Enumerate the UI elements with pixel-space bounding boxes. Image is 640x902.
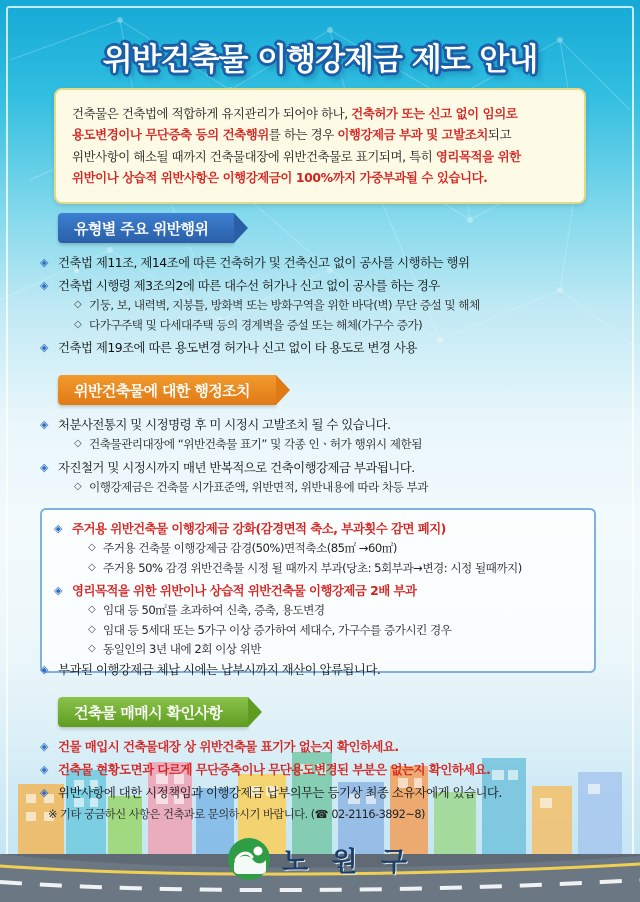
list-item — [40, 338, 602, 357]
diamond-icon: ◈ — [40, 663, 48, 676]
list-item-text: 영리목적을 위한 위반이나 상습적 위반건축물 이행강제금 2배 부과 — [72, 583, 417, 598]
section-admin-actions-footer — [40, 660, 602, 683]
diamond-small-icon: ◇ — [88, 604, 96, 616]
section-header-admin-actions — [58, 375, 276, 405]
section-admin-actions-content — [40, 415, 602, 500]
sub-list-item — [88, 602, 582, 619]
contact-footnote: ※ 기타 궁금하신 사항은 건축과로 문의하시기 바랍니다. (☎ 02-2116-3892~8) — [48, 808, 425, 821]
sub-list-item-text: 건축물관리대장에 “위반건축물 표기” 및 각종 인ㆍ허가 행위시 제한됨 — [89, 437, 422, 452]
intro-line3: 위반사항이 해소될 때까지 건축물대장에 위반건축물로 표기되며, 특히 — [72, 148, 436, 164]
district-name: 노 원 구 — [281, 846, 415, 878]
intro-line1-red: 건축허가 또는 신고 없이 임의로 — [351, 106, 518, 121]
sub-list-item — [74, 436, 602, 453]
diamond-icon: ◈ — [40, 786, 48, 800]
section-violations-content — [40, 253, 602, 361]
sub-list-item-text: 주거용 건축물 이행강제금 감경(50%)면적축소(85㎡ →60㎡) — [103, 541, 397, 556]
intro-line2-red: 용도변경이나 무단증축 등의 건축행위 — [72, 127, 269, 143]
list-item-text: 건축물 현황도면과 다르게 무단증축이나 무단용도변경된 부분은 없는지 확인하세요. — [58, 762, 491, 778]
sub-list-item — [74, 297, 602, 314]
list-item-text: 주거용 위반건축물 이행강제금 강화(감경면적 축소, 부과횟수 감면 폐지) — [72, 521, 446, 536]
diamond-icon: ◈ — [40, 256, 48, 269]
diamond-small-icon: ◇ — [74, 299, 82, 311]
sub-list-item-text: 기둥, 보, 내력벽, 지붕틀, 방화벽 또는 방화구역을 위한 바닥(벽) 무단 증설 및 해체 — [89, 298, 480, 313]
sub-list-item — [88, 540, 582, 557]
diamond-small-icon: ◇ — [74, 318, 82, 330]
sub-list-item-text: 임대 등 50㎡를 초과하여 신축, 증축, 용도변경 — [103, 603, 325, 618]
sub-list-item — [88, 560, 582, 577]
list-item — [40, 760, 602, 779]
diamond-small-icon: ◇ — [74, 480, 82, 492]
sub-list-item — [88, 622, 582, 639]
nowon-logo-icon — [226, 836, 272, 882]
sub-list-item-text: 임대 등 5세대 또는 5가구 이상 증가하여 세대수, 가구수를 증가시킨 경우 — [103, 622, 452, 637]
sub-list-item — [74, 317, 602, 334]
section-header-violations-label: 유형별 주요 위반행위 — [74, 219, 209, 238]
section-purchase-check-content — [40, 737, 602, 807]
diamond-small-icon: ◇ — [88, 643, 96, 654]
diamond-small-icon: ◇ — [88, 623, 96, 635]
diamond-icon: ◈ — [40, 418, 48, 431]
intro-line2-red2: 이행강제금 부과 및 고발조치 — [337, 127, 488, 143]
list-item — [40, 737, 602, 756]
list-item — [40, 783, 602, 802]
diamond-small-icon: ◇ — [88, 542, 96, 554]
list-item-text: 자진철거 및 시정시까지 매년 반복적으로 건축이행강제금 부과됩니다. — [58, 459, 415, 475]
list-item — [54, 519, 582, 577]
list-item — [54, 581, 582, 658]
list-item-text: 건축법 제11조, 제14조에 따른 건축허가 및 건축신고 없이 공사를 시행하는 행위 — [58, 255, 470, 270]
list-item — [40, 415, 602, 454]
diamond-icon: ◈ — [54, 522, 62, 535]
page-title — [0, 34, 640, 79]
sub-list-item-text: 이행강제금은 건축물 시가표준액, 위반면적, 위반내용에 따라 차등 부과 — [89, 479, 428, 494]
section-header-violations — [58, 213, 234, 243]
diamond-icon: ◈ — [40, 763, 48, 777]
diamond-icon: ◈ — [40, 279, 48, 293]
intro-line3-red: 영리목적을 위한 — [435, 148, 521, 164]
section-header-admin-actions-label: 위반건축물에 대한 행정조치 — [74, 381, 250, 400]
diamond-icon: ◈ — [54, 584, 62, 597]
sub-list-item — [88, 641, 582, 658]
list-item-text: 건축법 시행령 제3조의2에 따른 대수선 허가나 신고 없이 공사를 하는 경우 — [58, 278, 440, 294]
list-item — [40, 660, 602, 679]
list-item — [40, 458, 602, 497]
diamond-small-icon: ◇ — [88, 561, 96, 573]
intro-line2c: 되고 — [487, 127, 512, 143]
list-item-text: 처분사전통지 및 시정명령 후 미 시정시 고발조치 될 수 있습니다. — [58, 417, 391, 432]
section-header-purchase-check-label: 건축물 매매시 확인사항 — [74, 703, 223, 722]
intro-box — [54, 88, 586, 204]
list-item — [40, 253, 602, 272]
diamond-icon: ◈ — [40, 740, 48, 753]
list-item-text: 건물 매입시 건축물대장 상 위반건축물 표기가 없는지 확인하세요. — [58, 739, 399, 754]
list-item-text: 부과된 이행강제금 체납 시에는 납부시까지 재산이 압류됩니다. — [58, 662, 381, 677]
intro-line1a: 건축물은 건축법에 적합하게 유지관리가 되어야 하나, — [72, 106, 352, 121]
sub-list-item — [74, 479, 602, 496]
list-item-text: 위반사항에 대한 시정책임과 이행강제금 납부의무는 등기상 최종 소유자에게 있습니다. — [58, 785, 502, 801]
district-logo-block — [0, 836, 640, 882]
intro-line2b: 를 하는 경우 — [268, 127, 338, 143]
list-item — [40, 276, 602, 334]
list-item-text: 건축법 제19조에 따른 용도변경 허가나 신고 없이 타 용도로 변경 사용 — [58, 340, 417, 356]
sub-list-item-text: 동일인의 3년 내에 2회 이상 위반 — [103, 642, 262, 656]
intro-line4-red: 위반이나 상습적 위반사항은 이행강제금이 100%까지 가중부과될 수 있습니다. — [72, 169, 488, 185]
diamond-icon: ◈ — [40, 460, 48, 474]
sub-list-item-text: 주거용 50% 감경 위반건축물 시정 될 때까지 부과(당초: 5회부과→변경: 시정 될때까지) — [103, 560, 522, 575]
diamond-small-icon: ◇ — [74, 438, 82, 450]
sub-list-item-text: 다가구주택 및 다세대주택 등의 경계벽을 증설 또는 해체(가구수 증가) — [89, 317, 423, 332]
highlight-box — [40, 508, 596, 673]
diamond-icon: ◈ — [40, 341, 48, 355]
page-title-text: 위반건축물 이행강제금 제도 안내 — [102, 42, 538, 78]
